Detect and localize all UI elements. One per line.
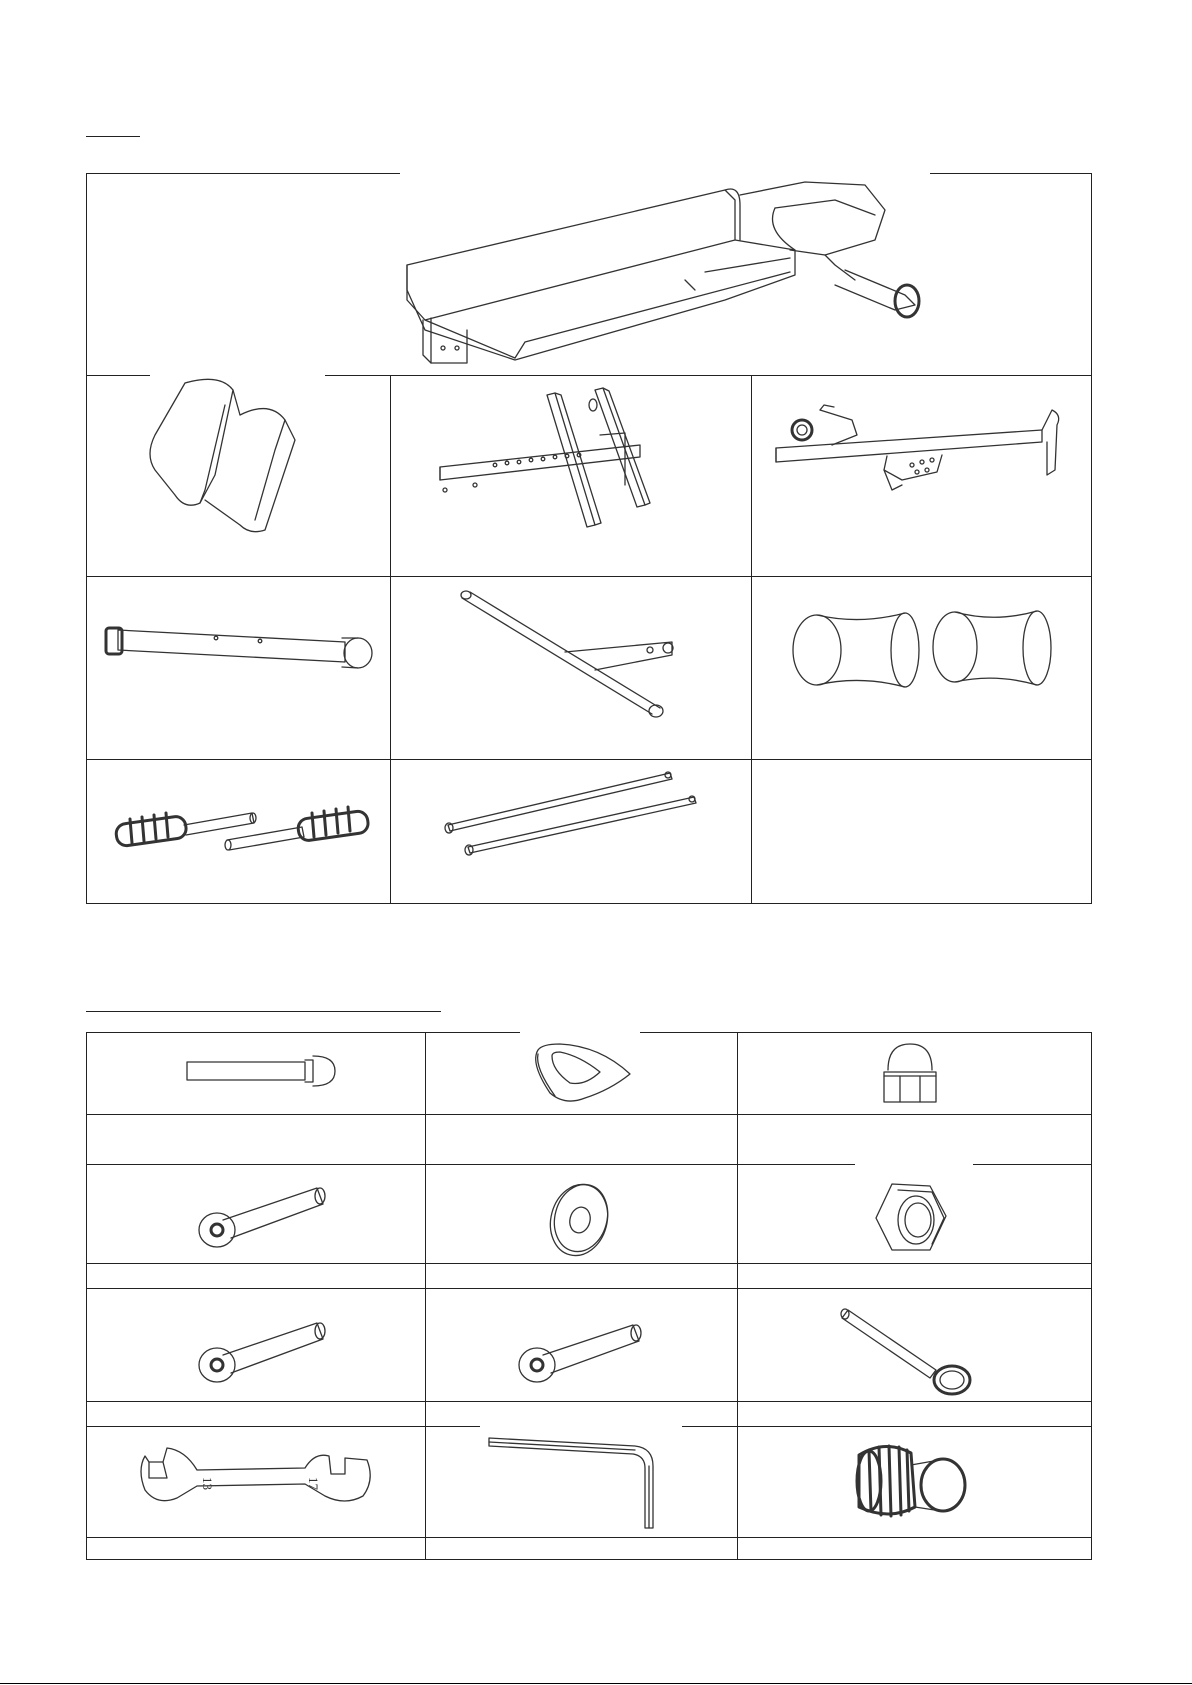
hardware-col-divider bbox=[425, 1032, 426, 1560]
bench-seat-icon bbox=[395, 180, 935, 370]
allen-key-icon bbox=[485, 1432, 675, 1532]
ring-pin-icon bbox=[840, 1300, 980, 1395]
wrench-size-left: 13 bbox=[200, 1477, 215, 1490]
back-pad-icon bbox=[145, 375, 315, 535]
hardware-cell-label bbox=[480, 1424, 682, 1428]
hardware-cell-label bbox=[855, 1162, 973, 1166]
rear-frame-icon bbox=[772, 400, 1072, 510]
hardware-row-divider bbox=[86, 1401, 1092, 1402]
parts-cell-label bbox=[400, 171, 930, 175]
button-bolt-icon bbox=[195, 1315, 330, 1385]
button-bolt-icon bbox=[515, 1315, 650, 1385]
hardware-col-divider bbox=[737, 1032, 738, 1560]
parts-row-divider bbox=[86, 759, 1092, 760]
parts-heading-underline bbox=[86, 136, 140, 137]
parts-col-divider bbox=[751, 375, 752, 904]
flat-washer-icon bbox=[545, 1180, 615, 1260]
foam-roller-icon bbox=[785, 605, 1075, 695]
leg-bar-icon bbox=[100, 620, 380, 680]
carriage-bolt-icon bbox=[185, 1052, 335, 1102]
hardware-row-divider bbox=[86, 1537, 1092, 1538]
front-frame-icon bbox=[435, 385, 685, 545]
page-bottom-rule bbox=[0, 1683, 1192, 1684]
hardware-row-divider bbox=[86, 1263, 1092, 1264]
cap-nut-icon bbox=[880, 1040, 940, 1110]
hardware-heading-underline bbox=[86, 1011, 441, 1012]
connecting-rod-icon bbox=[440, 765, 710, 865]
wrench-icon bbox=[135, 1440, 380, 1515]
support-tube-icon bbox=[460, 580, 690, 720]
button-bolt-icon bbox=[195, 1180, 330, 1250]
hardware-cell-label bbox=[520, 1030, 640, 1034]
hardware-row-divider bbox=[86, 1114, 1092, 1115]
curved-washer-icon bbox=[530, 1038, 635, 1108]
parts-row-divider bbox=[86, 576, 1092, 577]
knob-icon bbox=[845, 1437, 975, 1522]
hardware-row-divider bbox=[86, 1288, 1092, 1289]
wrench-size-right: 17 bbox=[306, 1477, 321, 1490]
parts-col-divider bbox=[390, 375, 391, 904]
lock-nut-icon bbox=[870, 1180, 950, 1260]
pop-pin-icon bbox=[112, 785, 372, 865]
